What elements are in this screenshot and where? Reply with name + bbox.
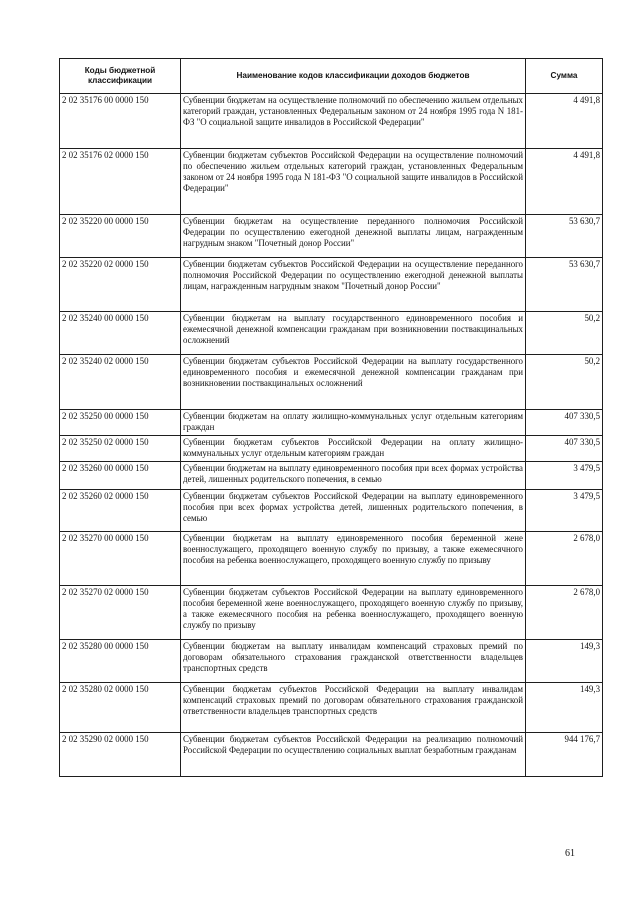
row-amount: 3 479,5 xyxy=(526,462,603,490)
row-name: Субвенции бюджетам субъектов Российской Федерации на выплату государственного единовременного пособия и ежемесячной денежной компенсации гражданам при возникновении поствакцинальных осложнений xyxy=(181,355,526,410)
row-name: Субвенции бюджетам субъектов Российской Федерации на выплату инвалидам компенсаций страховых премий по договорам обязательного страхования гражданской ответственности владельцев транспортных средств xyxy=(181,683,526,733)
row-code: 2 02 35290 02 0000 150 xyxy=(60,733,181,777)
row-name: Субвенции бюджетам на выплату единовременного пособия при всех формах устройства детей, лишенных родительского попечения, в семью xyxy=(181,462,526,490)
row-name: Субвенции бюджетам субъектов Российской Федерации на осуществление переданного полномочия Российской Федерации по осуществлению ежегодной денежной выплаты лицам, награжденным нагрудным знаком "Почетный донор России" xyxy=(181,258,526,312)
row-code: 2 02 35176 00 0000 150 xyxy=(60,94,181,149)
page-number: 61 xyxy=(565,848,575,859)
row-amount: 53 630,7 xyxy=(526,258,603,312)
row-amount: 4 491,8 xyxy=(526,94,603,149)
row-amount: 407 330,5 xyxy=(526,410,603,436)
row-amount: 53 630,7 xyxy=(526,215,603,258)
row-name: Субвенции бюджетам на осуществление переданного полномочия Российской Федерации по осуществлению ежегодной денежной выплаты лицам, награжденным нагрудным знаком "Почетный донор России" xyxy=(181,215,526,258)
row-code: 2 02 35280 00 0000 150 xyxy=(60,640,181,683)
row-code: 2 02 35220 00 0000 150 xyxy=(60,215,181,258)
budget-table xyxy=(59,58,603,777)
row-name: Субвенции бюджетам субъектов Российской Федерации на выплату единовременного пособия беременной жене военнослужащего, проходящего военную службу по призыву, а также ежемесячного пособия на ребенка военнослужащего, проходящего военную службу по призыву xyxy=(181,586,526,640)
table-row xyxy=(60,436,603,462)
row-amount: 944 176,7 xyxy=(526,733,603,777)
row-amount: 3 479,5 xyxy=(526,490,603,532)
table-row xyxy=(60,640,603,683)
table-row xyxy=(60,215,603,258)
header-row xyxy=(60,59,603,94)
row-name: Субвенции бюджетам субъектов Российской Федерации на выплату единовременного пособия при всех формах устройства детей, лишенных родительского попечения, в семью xyxy=(181,490,526,532)
row-amount: 4 491,8 xyxy=(526,149,603,215)
table-row xyxy=(60,410,603,436)
row-code: 2 02 35240 02 0000 150 xyxy=(60,355,181,410)
row-code: 2 02 35260 02 0000 150 xyxy=(60,490,181,532)
row-code: 2 02 35220 02 0000 150 xyxy=(60,258,181,312)
table-row xyxy=(60,532,603,586)
row-code: 2 02 35270 00 0000 150 xyxy=(60,532,181,586)
table-header xyxy=(60,59,603,94)
table-row xyxy=(60,258,603,312)
row-code: 2 02 35280 02 0000 150 xyxy=(60,683,181,733)
row-name: Субвенции бюджетам субъектов Российской Федерации на реализацию полномочий Российской Федерации по осуществлению социальных выплат безработным гражданам xyxy=(181,733,526,777)
row-amount: 407 330,5 xyxy=(526,436,603,462)
table-row xyxy=(60,733,603,777)
row-name: Субвенции бюджетам на осуществление полномочий по обеспечению жильем отдельных категорий граждан, установленных Федеральным законом от 24 ноября 1995 года N 181-ФЗ "О социальной защите инвалидов в Российской Федерации" xyxy=(181,94,526,149)
table-row xyxy=(60,683,603,733)
row-name: Субвенции бюджетам на выплату инвалидам компенсаций страховых премий по договорам обязательного страхования гражданской ответственности владельцев транспортных средств xyxy=(181,640,526,683)
row-amount: 149,3 xyxy=(526,640,603,683)
table-row xyxy=(60,94,603,149)
row-code: 2 02 35250 02 0000 150 xyxy=(60,436,181,462)
header-name: Наименование кодов классификации доходов бюджетов xyxy=(181,59,526,94)
row-code: 2 02 35250 00 0000 150 xyxy=(60,410,181,436)
table-row xyxy=(60,586,603,640)
row-name: Субвенции бюджетам на выплату государственного единовременного пособия и ежемесячной денежной компенсации гражданам при возникновении поствакцинальных осложнений xyxy=(181,312,526,355)
table-row xyxy=(60,149,603,215)
table-row xyxy=(60,462,603,490)
row-code: 2 02 35260 00 0000 150 xyxy=(60,462,181,490)
row-amount: 2 678,0 xyxy=(526,532,603,586)
header-amount: Сумма xyxy=(526,59,603,94)
row-code: 2 02 35240 00 0000 150 xyxy=(60,312,181,355)
row-amount: 2 678,0 xyxy=(526,586,603,640)
header-code: Коды бюджетной классификации xyxy=(60,59,181,94)
row-name: Субвенции бюджетам субъектов Российской Федерации на оплату жилищно-коммунальных услуг отдельным категориям граждан xyxy=(181,436,526,462)
row-code: 2 02 35270 02 0000 150 xyxy=(60,586,181,640)
row-amount: 50,2 xyxy=(526,312,603,355)
table-row xyxy=(60,490,603,532)
row-code: 2 02 35176 02 0000 150 xyxy=(60,149,181,215)
row-amount: 149,3 xyxy=(526,683,603,733)
table-row xyxy=(60,312,603,355)
table-body xyxy=(60,94,603,777)
table-row xyxy=(60,355,603,410)
row-amount: 50,2 xyxy=(526,355,603,410)
row-name: Субвенции бюджетам на оплату жилищно-коммунальных услуг отдельным категориям граждан xyxy=(181,410,526,436)
row-name: Субвенции бюджетам на выплату единовременного пособия беременной жене военнослужащего, проходящего военную службу по призыву, а также ежемесячного пособия на ребенка военнослужащего, проходящего военную службу по призыву xyxy=(181,532,526,586)
row-name: Субвенции бюджетам субъектов Российской Федерации на осуществление полномочий по обеспечению жильем отдельных категорий граждан, установленных Федеральным законом от 24 ноября 1995 года N 181-ФЗ "О социальной защите инвалидов в Российской Федерации" xyxy=(181,149,526,215)
